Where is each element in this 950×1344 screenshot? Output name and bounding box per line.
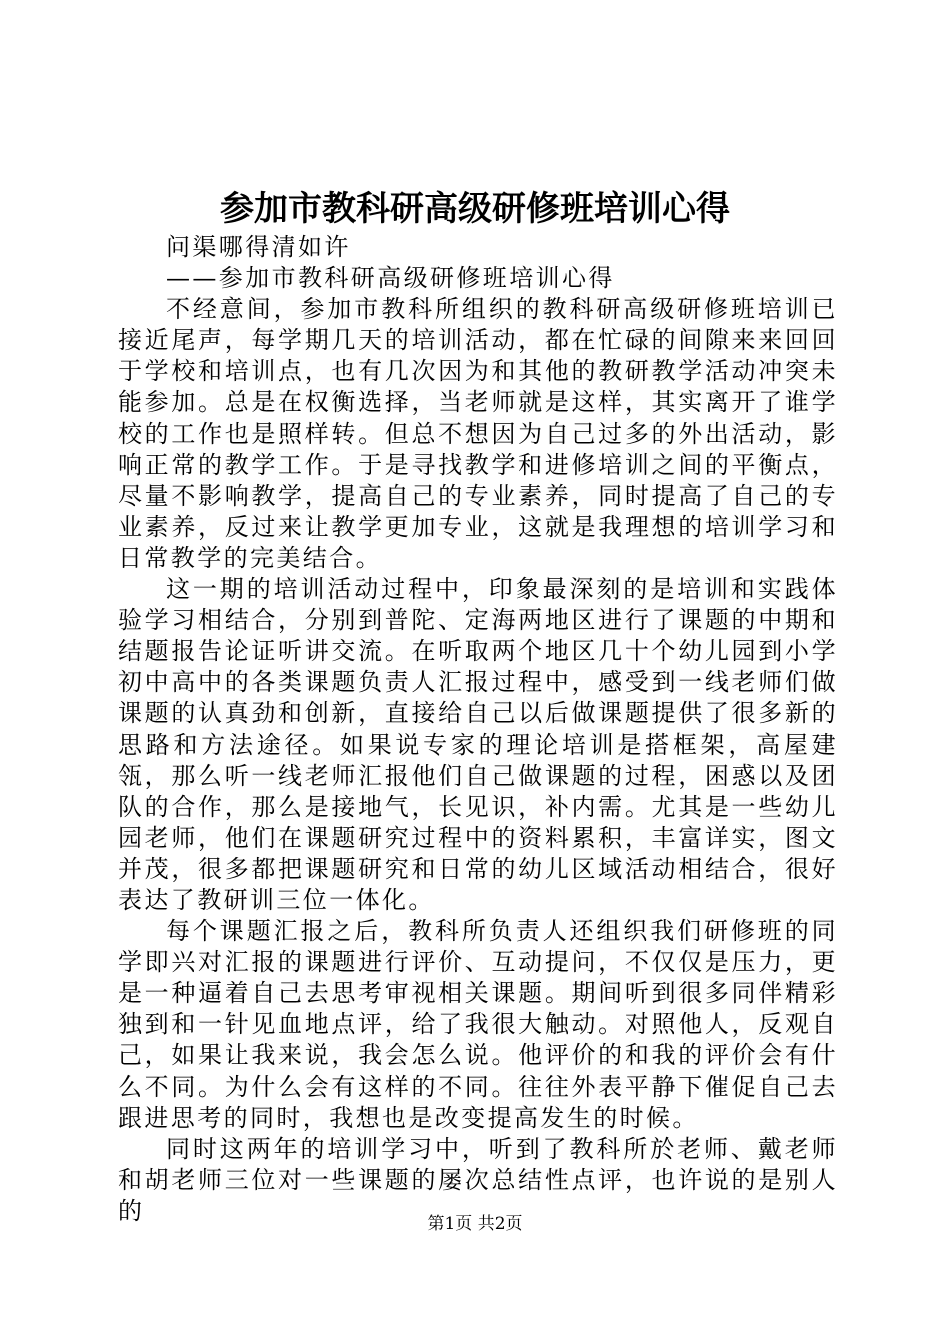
document-body	[118, 232, 838, 1227]
paragraph: 同时这两年的培训学习中，听到了教科所於老师、戴老师和胡老师三位对一些课题的屡次总结性点评，也许说的是别人的	[118, 1134, 838, 1225]
subtitle-line-2: ——参加市教科研高级研修班培训心得	[166, 264, 615, 293]
paragraph: 每个课题汇报之后，教科所负责人还组织我们研修班的同学即兴对汇报的课题进行评价、互动提问，不仅仅是压力，更是一种逼着自己去思考审视相关课题。期间听到很多同伴精彩独到和一针见血地点评，给了我很大触动。对照他人，反观自己，如果让我来说，我会怎么说。他评价的和我的评价会有什么不同。为什么会有这样的不同。往往外表平静下催促自己去跟进思考的同时，我想也是改变提高发生的时候。	[118, 917, 838, 1132]
subtitle: 问渠哪得清如许	[166, 233, 351, 261]
paragraph: 这一期的培训活动过程中，印象最深刻的是培训和实践体验学习相结合，分别到普陀、定海两地区进行了课题的中期和结题报告论证听讲交流。在听取两个地区几十个幼儿园到小学初中高中的各类课题负责人汇报过程中，感受到一线老师们做课题的认真劲和创新，直接给自己以后做课题提供了很多新的思路和方法途径。如果说专家的理论培训是搭框架，高屋建瓴，那么听一线老师汇报他们自己做课题的过程，困惑以及团队的合作，那么是接地气，长见识，补内需。尤其是一些幼儿园老师，他们在课题研究过程中的资料累积，丰富详实，图文并茂，很多都把课题研究和日常的幼儿区域活动相结合，很好表达了教研训三位一体化。	[118, 575, 838, 914]
paragraph: 不经意间，参加市教科所组织的教科研高级研修班培训已接近尾声，每学期几天的培训活动，都在忙碌的间隙来来回回于学校和培训点，也有几次因为和其他的教研教学活动冲突未能参加。总是在权衡选择，当老师就是这样，其实离开了谁学校的工作也是照样转。但总不想因为自己过多的外出活动，影响正常的教学工作。于是寻找教学和进修培训之间的平衡点，尽量不影响教学，提高自己的专业素养，同时提高了自己的专业素养，反过来让教学更加专业，这就是我理想的培训学习和日常教学的完美结合。	[118, 295, 838, 572]
document-title: 参加市教科研高级研修班培训心得	[220, 189, 730, 229]
page-footer: 第1页 共2页	[427, 1214, 523, 1234]
